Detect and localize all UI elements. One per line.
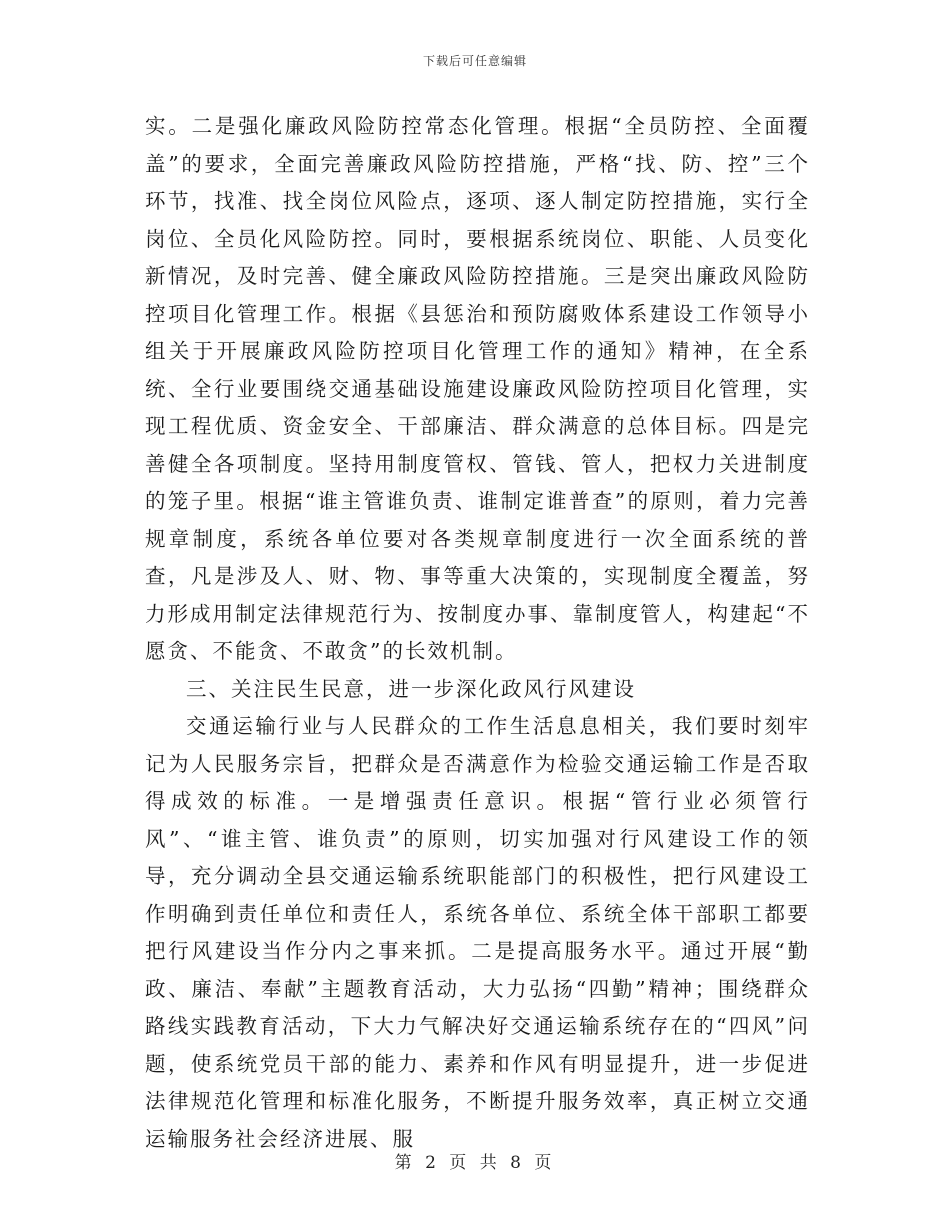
body-paragraph-2: 交通运输行业与人民群众的工作生活息息相关，我们要时刻牢记为人民服务宗旨，把群众是否满意作为检验交通运输工作是否取得成效的标准。一是增强责任意识。根据“管行业必须管行风”、“谁主管、谁负责”的原则，切实加强对行风建设工作的领导，充分调动全县交通运输系统职能部门的积极性，把行风建设工作明确到责任单位和责任人，系统各单位、系统全体干部职工都要把行风建设当作分内之事来抓。二是提高服务水平。通过开展“勤政、廉洁、奉献”主题教育活动，大力弘扬“四勤”精神；围绕群众路线实践教育活动，下大力气解决好交通运输系统存在的“四风”问题，使系统党员干部的能力、素养和作风有明显提升，进一步促进法律规范化管理和标准化服务，不断提升服务效率，真正树立交通运输服务社会经济进展、服 bbox=[145, 714, 810, 1151]
page-number: 第 2 页 共 8 页 bbox=[394, 1153, 556, 1173]
body-paragraph-1: 实。二是强化廉政风险防控常态化管理。根据“全员防控、全面覆盖”的要求，全面完善廉政风险防控措施，严格“找、防、控”三个环节，找准、找全岗位风险点，逐项、逐人制定防控措施，实行全岗位、全员化风险防控。同时，要根据系统岗位、职能、人员变化新情况，及时完善、健全廉政风险防控措施。三是突出廉政风险防控项目化管理工作。根据《县惩治和预防腐败体系建设工作领导小组关于开展廉政风险防控项目化管理工作的通知》精神，在全系统、全行业要围绕交通基础设施建设廉政风险防控项目化管理，实现工程优质、资金安全、干部廉洁、群众满意的总体目标。四是完善健全各项制度。坚持用制度管权、管钱、管人，把权力关进制度的笼子里。根据“谁主管谁负责、谁制定谁普查”的原则，着力完善规章制度，系统各单位要对各类规章制度进行一次全面系统的普查，凡是涉及人、财、物、事等重大决策的，实现制度全覆盖，努力形成用制定法律规范行为、按制度办事、靠制度管人，构建起“不愿贪、不能贪、不敢贪”的长效机制。 bbox=[145, 114, 810, 663]
document-body bbox=[145, 108, 810, 1158]
header-note: 下载后可任意编辑 bbox=[422, 54, 527, 68]
section-heading: 三、关注民生民意，进一步深化政风行风建设 bbox=[186, 676, 636, 701]
